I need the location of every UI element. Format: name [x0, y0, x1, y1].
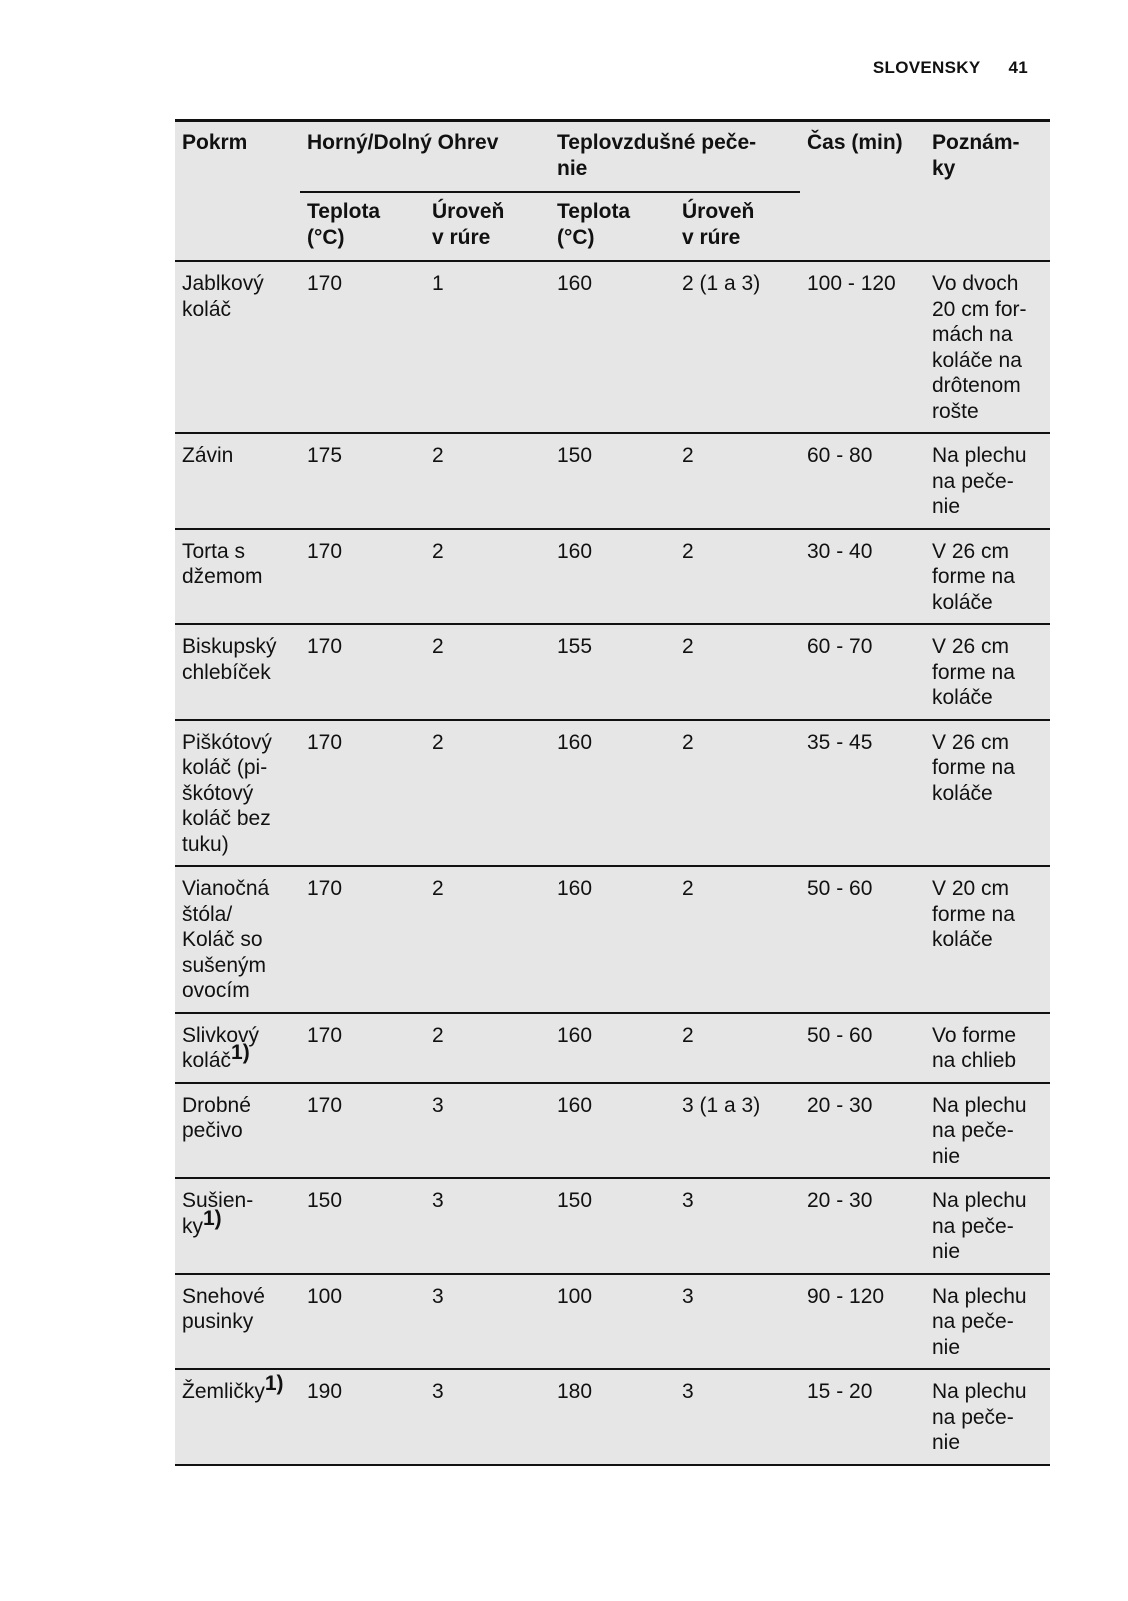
cell-time: 35 - 45 — [800, 720, 925, 867]
header-fan-temp: Teplota (°C) — [550, 192, 675, 261]
cell-notes: V 26 cm forme na koláče — [925, 720, 1050, 867]
cell-fan-level: 2 — [675, 1013, 800, 1083]
baking-table — [175, 119, 1050, 1466]
cell-dish: Snehové pusinky — [175, 1274, 300, 1370]
cell-fan-temp: 100 — [550, 1274, 675, 1370]
cell-fan-level: 2 — [675, 529, 800, 625]
cell-conv-level: 1 — [425, 261, 550, 433]
cell-conv-temp: 190 — [300, 1369, 425, 1465]
cell-dish: Torta s džemom — [175, 529, 300, 625]
cell-notes: V 20 cm forme na koláče — [925, 866, 1050, 1013]
cell-fan-level: 2 — [675, 433, 800, 529]
header-time: Čas (min) — [800, 121, 925, 262]
header-conventional: Horný/Dolný Ohrev — [300, 121, 550, 193]
header-notes: Poznám- ky — [925, 121, 1050, 262]
cell-dish: Závin — [175, 433, 300, 529]
cell-conv-temp: 170 — [300, 529, 425, 625]
cell-conv-level: 3 — [425, 1369, 550, 1465]
cell-dish: Sušien- $ky^{1)}$ — [175, 1178, 300, 1274]
cell-dish: Biskupský chlebíček — [175, 624, 300, 720]
cell-notes: Vo forme na chlieb — [925, 1013, 1050, 1083]
cell-time: 60 - 80 — [800, 433, 925, 529]
cell-fan-temp: 150 — [550, 433, 675, 529]
table-row — [175, 529, 1050, 625]
header-dish: Pokrm — [175, 121, 300, 262]
cell-time: 15 - 20 — [800, 1369, 925, 1465]
cell-fan-temp: 160 — [550, 261, 675, 433]
table-body — [175, 261, 1050, 1465]
table-row — [175, 1013, 1050, 1083]
table-row — [175, 624, 1050, 720]
table-row — [175, 1369, 1050, 1465]
cell-notes: Na plechu na peče- nie — [925, 1083, 1050, 1179]
table-row — [175, 1274, 1050, 1370]
cell-dish: Piškótový koláč (pi- škótový koláč bez tuku) — [175, 720, 300, 867]
cell-fan-temp: 160 — [550, 1013, 675, 1083]
cell-fan-level: 2 — [675, 720, 800, 867]
footnote-marker: 1) — [264, 1372, 284, 1395]
cell-conv-level: 3 — [425, 1178, 550, 1274]
cell-notes: Vo dvoch 20 cm for- mách na koláče na drôtenom rošte — [925, 261, 1050, 433]
cell-notes: Na plechu na peče- nie — [925, 433, 1050, 529]
header-conv-level: Úroveň v rúre — [425, 192, 550, 261]
cell-conv-level: 2 — [425, 624, 550, 720]
cell-conv-temp: 170 — [300, 1083, 425, 1179]
cell-dish: Vianočná štóla/ Koláč so sušeným ovocím — [175, 866, 300, 1013]
table-row — [175, 1083, 1050, 1179]
table-row — [175, 433, 1050, 529]
cell-fan-level: 2 — [675, 624, 800, 720]
cell-fan-temp: 180 — [550, 1369, 675, 1465]
header-conv-temp: Teplota (°C) — [300, 192, 425, 261]
cell-time: 100 - 120 — [800, 261, 925, 433]
header-fan: Teplovzdušné peče- nie — [550, 121, 800, 193]
cell-conv-level: 2 — [425, 720, 550, 867]
cell-conv-temp: 170 — [300, 624, 425, 720]
cell-fan-temp: 160 — [550, 1083, 675, 1179]
cell-fan-level: 3 — [675, 1178, 800, 1274]
cell-time: 20 - 30 — [800, 1083, 925, 1179]
cell-fan-temp: 160 — [550, 866, 675, 1013]
cell-conv-level: 3 — [425, 1274, 550, 1370]
cell-notes: Na plechu na peče- nie — [925, 1178, 1050, 1274]
cell-conv-temp: 170 — [300, 866, 425, 1013]
cell-fan-temp: 155 — [550, 624, 675, 720]
cell-conv-level: 2 — [425, 1013, 550, 1083]
cell-dish: Drobné pečivo — [175, 1083, 300, 1179]
cell-conv-temp: 170 — [300, 1013, 425, 1083]
cell-fan-level: 3 — [675, 1274, 800, 1370]
table-row — [175, 261, 1050, 433]
cell-notes: Na plechu na peče- nie — [925, 1369, 1050, 1465]
cell-fan-level: 2 — [675, 866, 800, 1013]
cell-conv-level: 2 — [425, 433, 550, 529]
cell-notes: V 26 cm forme na koláče — [925, 529, 1050, 625]
cell-fan-temp: 160 — [550, 529, 675, 625]
cell-fan-temp: 150 — [550, 1178, 675, 1274]
footnote-marker: 1) — [203, 1206, 222, 1230]
cell-conv-temp: 100 — [300, 1274, 425, 1370]
cell-time: 60 - 70 — [800, 624, 925, 720]
table-row — [175, 720, 1050, 867]
cell-fan-temp: 160 — [550, 720, 675, 867]
cell-time: 50 - 60 — [800, 1013, 925, 1083]
table-row — [175, 1178, 1050, 1274]
cell-conv-temp: 170 — [300, 720, 425, 867]
cell-dish: Slivkový koláč$^{1)}$ — [175, 1013, 300, 1083]
cell-time: 20 - 30 — [800, 1178, 925, 1274]
cell-dish: Žemličky$^{1)}$ — [175, 1369, 300, 1465]
cell-conv-temp: 170 — [300, 261, 425, 433]
cell-conv-temp: 150 — [300, 1178, 425, 1274]
cell-notes: Na plechu na peče- nie — [925, 1274, 1050, 1370]
page-header — [873, 58, 1028, 78]
cell-time: 90 - 120 — [800, 1274, 925, 1370]
page-number: 41 — [1008, 58, 1028, 77]
cell-dish: Jablkový koláč — [175, 261, 300, 433]
cell-time: 50 - 60 — [800, 866, 925, 1013]
cell-conv-temp: 175 — [300, 433, 425, 529]
cell-notes: V 26 cm forme na koláče — [925, 624, 1050, 720]
table-row — [175, 866, 1050, 1013]
cell-time: 30 - 40 — [800, 529, 925, 625]
cell-fan-level: 3 (1 a 3) — [675, 1083, 800, 1179]
footnote-marker: 1) — [231, 1041, 250, 1064]
cell-conv-level: 2 — [425, 866, 550, 1013]
language-label: SLOVENSKY — [872, 58, 981, 77]
cell-conv-level: 3 — [425, 1083, 550, 1179]
cell-conv-level: 2 — [425, 529, 550, 625]
cell-fan-level: 3 — [675, 1369, 800, 1465]
header-fan-level: Úroveň v rúre — [675, 192, 800, 261]
cell-fan-level: 2 (1 a 3) — [675, 261, 800, 433]
